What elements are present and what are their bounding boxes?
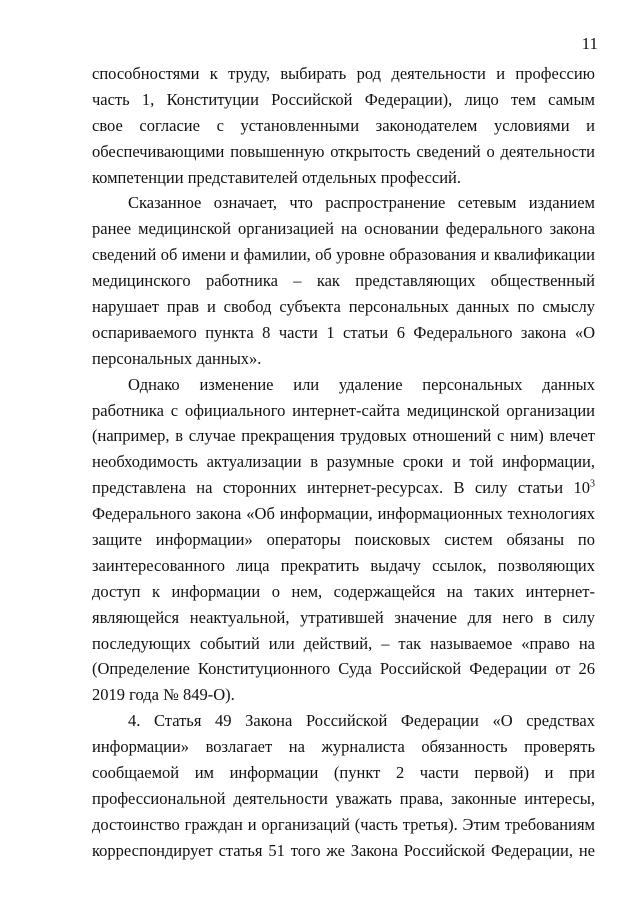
text-line-11: оспариваемого пункта 8 части 1 статьи 6 Федерального закона «О: [92, 322, 595, 342]
text-line-29: профессиональной деятельности уважать права, законные интересы,: [92, 788, 595, 808]
page-number: 11: [581, 34, 598, 53]
text-line-22: являющейся неактуальной, утратившей значение для него в силу: [92, 607, 595, 627]
document-body: [92, 61, 595, 864]
text-line-13: Однако изменение или удаление персональных данных: [128, 374, 595, 394]
text-line-19: защите информации» операторы поисковых систем обязаны по: [92, 530, 595, 550]
text-line-16: необходимость актуализации в разумные сроки и той информации,: [92, 452, 595, 472]
text-line-28: сообщаемой им информации (пункт 2 части первой) и при: [92, 763, 595, 783]
text-line-2: часть 1, Конституции Российской Федерации), лицо тем самым: [92, 89, 595, 109]
text-line-18: Федерального закона «Об информации, информационных технологиях: [92, 504, 595, 524]
text-line-6: Сказанное означает, что распространение сетевым изданием: [128, 193, 595, 213]
text-line-5: компетенции представителей отдельных профессий.: [92, 167, 461, 187]
text-line-3: свое согласие с установленными законодателем условиями и: [92, 115, 595, 135]
text-line-12: персональных данных».: [92, 348, 262, 368]
text-line-14: работника с официального интернет-сайта медицинской организации: [92, 400, 595, 420]
text-line-24: (Определение Конституционного Суда Российской Федерации от 26: [92, 659, 595, 679]
superscript-3: 3: [590, 478, 595, 490]
text-line-9: медицинского работника – как представляющих общественный: [92, 271, 595, 291]
text-line-23: последующих событий или действий, – так называемое «право на: [92, 633, 595, 653]
text-line-27: информации» возлагает на журналиста обязанность проверять: [92, 737, 595, 757]
text-line-20: заинтересованного лица прекратить выдачу ссылок, позволяющих: [92, 555, 595, 575]
text-line-15: (например, в случае прекращения трудовых отношений с ним) влечет: [92, 426, 595, 446]
text-line-21: доступ к информации о нем, содержащейся на таких интернет-: [92, 581, 595, 601]
text-line-10: нарушает прав и свобод субъекта персональных данных по смыслу: [92, 297, 595, 317]
text-line-7: ранее медицинской организацией на основании федерального закона: [92, 219, 595, 239]
text-line-1: способностями к труду, выбирать род деятельности и профессию: [92, 64, 595, 83]
text-line-31: корреспондирует статья 51 того же Закона Российской Федерации, не: [92, 840, 595, 860]
text-line-17: [92, 475, 595, 501]
text-line-30: достоинство граждан и организаций (часть третья). Этим требованиям: [92, 814, 595, 834]
text-line-25: 2019 года № 849-О).: [92, 685, 235, 705]
text-line-17-text: представлена на сторонних интернет-ресурсах. В силу статьи 10: [92, 478, 590, 498]
text-line-26: 4. Статья 49 Закона Российской Федерации «О средствах: [128, 711, 595, 731]
text-line-8: сведений об имени и фамилии, об уровне образования и квалификации: [92, 245, 595, 265]
text-line-4: обеспечивающими повышенную открытость сведений о деятельности: [92, 141, 595, 161]
